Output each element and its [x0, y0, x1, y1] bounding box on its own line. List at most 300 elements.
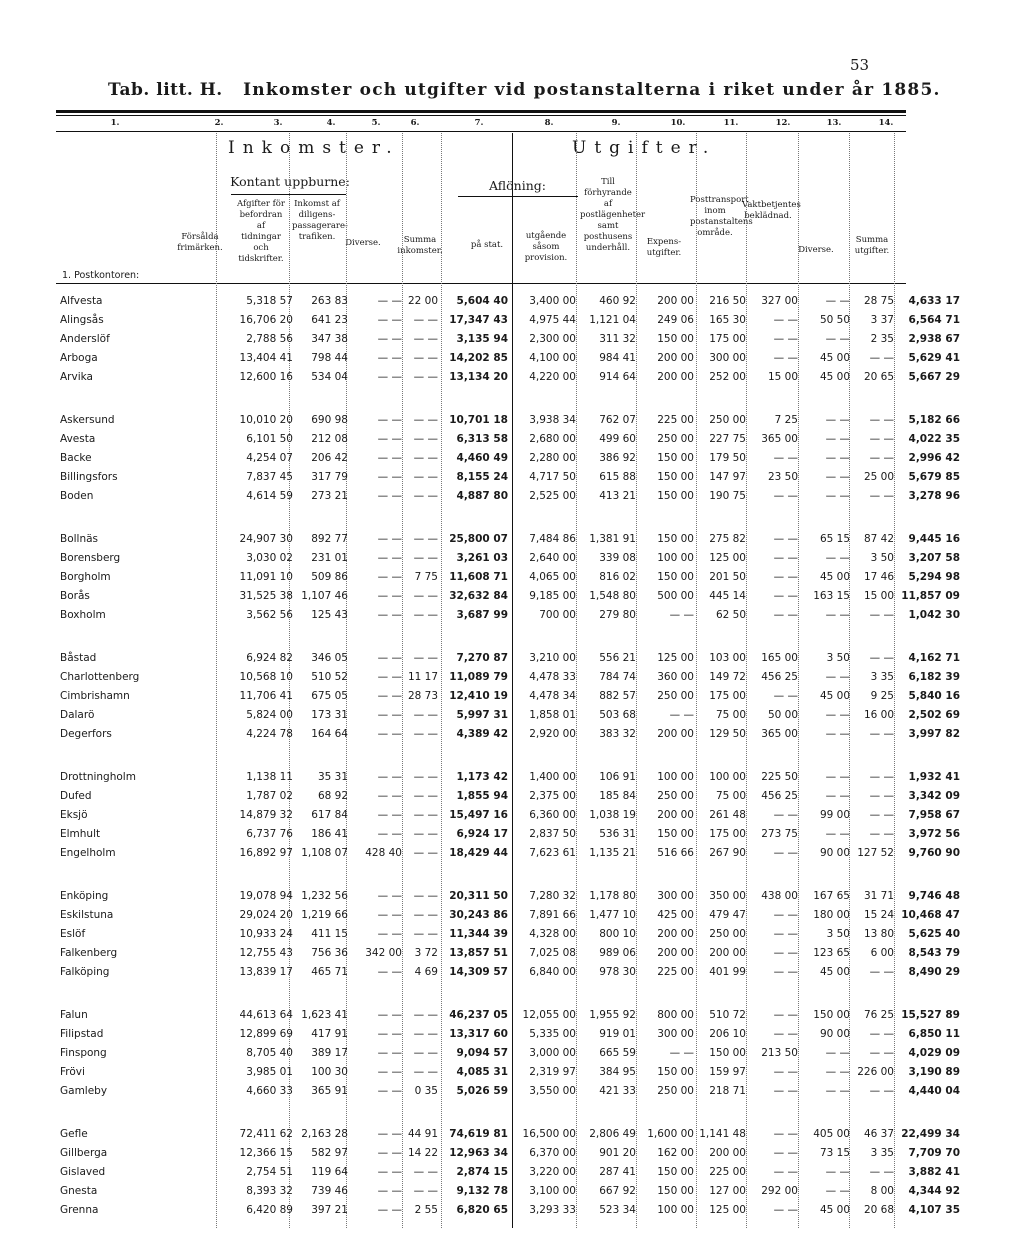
cell-col-4: — —: [377, 709, 402, 721]
cell-col-10: 201 50: [709, 571, 746, 583]
cell-col-13: 226 00: [857, 1066, 894, 1078]
cell-col-7: 7,280 32: [529, 890, 576, 902]
cell-col-10: 510 72: [709, 1009, 746, 1021]
cell-col-8: 919 01: [599, 1028, 636, 1040]
cell-col-10: 200 00: [709, 1147, 746, 1159]
cell-col-4: — —: [377, 590, 402, 602]
cell-col-2: 12,366 15: [239, 1147, 293, 1159]
cell-col-8: 536 31: [599, 828, 636, 840]
cell-col-12: 167 65: [813, 890, 850, 902]
cell-col-13: 20 68: [863, 1204, 894, 1216]
cell-col-4: — —: [377, 690, 402, 702]
table-row: [56, 1163, 960, 1182]
cell-col-6: 3,261 03: [456, 552, 508, 564]
cell-col-2: 12,755 43: [239, 947, 293, 959]
cell-col-4: — —: [377, 1047, 402, 1059]
table-row: [56, 768, 960, 787]
column-number: 2.: [214, 118, 224, 128]
cell-col-2: 31,525 38: [239, 590, 293, 602]
cell-col-7: 9,185 00: [529, 590, 576, 602]
cell-col-11: — —: [773, 1166, 798, 1178]
cell-col-6: 6,820 65: [456, 1204, 508, 1216]
column-number: 10.: [670, 118, 686, 128]
cell-col-12: — —: [825, 609, 850, 621]
cell-col-5: 3 72: [414, 947, 438, 959]
station-name: Bollnäs: [60, 533, 99, 545]
cell-col-10: 445 14: [709, 590, 746, 602]
station-name: Charlottenberg: [60, 671, 140, 683]
cell-col-6: 2,874 15: [456, 1166, 508, 1178]
table-row: [56, 1082, 960, 1101]
cell-col-10: 401 99: [709, 966, 746, 978]
cell-col-7: 2,375 00: [529, 790, 576, 802]
cell-col-9: 150 00: [657, 1185, 694, 1197]
cell-col-12: 99 00: [819, 809, 850, 821]
cell-col-10: 267 90: [709, 847, 746, 859]
cell-col-2: 19,078 94: [239, 890, 293, 902]
cell-col-8: 800 10: [599, 928, 636, 940]
cell-col-10: 206 10: [709, 1028, 746, 1040]
station-name: Grenna: [60, 1204, 99, 1216]
cell-col-7: 2,525 00: [529, 490, 576, 502]
cell-col-6: 4,389 42: [456, 728, 508, 740]
cell-col-2: 3,985 01: [246, 1066, 293, 1078]
cell-col-11: — —: [773, 966, 798, 978]
cell-col-5: 11 17: [407, 671, 438, 683]
cell-col-7: 3,000 00: [529, 1047, 576, 1059]
cell-col-9: 200 00: [657, 371, 694, 383]
cell-col-8: 1,038 19: [589, 809, 636, 821]
table-row: [56, 568, 960, 587]
station-name: Degerfors: [60, 728, 112, 740]
cell-col-9: 250 00: [657, 433, 694, 445]
cell-col-2: 11,091 10: [239, 571, 293, 583]
cell-col-8: 784 74: [599, 671, 636, 683]
cell-col-3: 119 64: [311, 1166, 348, 1178]
cell-col-3: 798 44: [311, 352, 348, 364]
cell-col-4: — —: [377, 1009, 402, 1021]
cell-col-11: — —: [773, 1204, 798, 1216]
header-col-14: Summa utgifter.: [854, 235, 890, 256]
cell-col-11: — —: [773, 1085, 798, 1097]
cell-col-2: 7,837 45: [246, 471, 293, 483]
cell-col-7: 4,717 50: [529, 471, 576, 483]
cell-col-5: — —: [413, 471, 438, 483]
cell-col-8: 339 08: [599, 552, 636, 564]
cell-col-3: 263 83: [311, 295, 348, 307]
cell-col-6: 9,132 78: [456, 1185, 508, 1197]
cell-col-14: 5,625 40: [908, 928, 960, 940]
cell-col-5: 28 73: [407, 690, 438, 702]
cell-col-4: — —: [377, 1147, 402, 1159]
cell-col-8: 287 41: [599, 1166, 636, 1178]
header-col-5: Diverse.: [345, 238, 381, 248]
cell-col-9: 800 00: [657, 1009, 694, 1021]
station-name: Frövi: [60, 1066, 85, 1078]
header-col-2: Försålda frimärken.: [177, 232, 223, 253]
table-row: [56, 1063, 960, 1082]
cell-col-12: 90 00: [819, 1028, 850, 1040]
cell-col-6: 8,155 24: [456, 471, 508, 483]
cell-col-2: 13,839 17: [239, 966, 293, 978]
cell-col-11: — —: [773, 533, 798, 545]
header-col-9: Till förhyrande af postlägenheter samt posthusens underhåll.: [580, 177, 646, 253]
cell-col-14: 4,162 71: [908, 652, 960, 664]
cell-col-8: 556 21: [599, 652, 636, 664]
cell-col-4: — —: [377, 771, 402, 783]
table-row: [56, 944, 960, 963]
cell-col-10: 227 75: [709, 433, 746, 445]
cell-col-13: — —: [869, 352, 894, 364]
table-row: [56, 587, 960, 606]
cell-col-13: 3 50: [870, 552, 894, 564]
table-row: [56, 430, 960, 449]
cell-col-14: 15,527 89: [901, 1009, 960, 1021]
cell-col-5: — —: [413, 452, 438, 464]
cell-col-2: 3,030 02: [246, 552, 293, 564]
cell-col-4: — —: [377, 571, 402, 583]
cell-col-5: — —: [413, 371, 438, 383]
cell-col-12: 45 00: [819, 352, 850, 364]
cell-col-13: — —: [869, 1028, 894, 1040]
cell-col-13: 3 37: [870, 314, 894, 326]
cell-col-8: 2,806 49: [589, 1128, 636, 1140]
station-name: Billingsfors: [60, 471, 118, 483]
column-number: 11.: [723, 118, 739, 128]
station-name: Eskilstuna: [60, 909, 114, 921]
cell-col-12: 45 00: [819, 690, 850, 702]
cell-col-8: 279 80: [599, 609, 636, 621]
cell-col-6: 11,089 79: [449, 671, 508, 683]
cell-col-2: 29,024 20: [239, 909, 293, 921]
cell-col-14: 4,633 17: [908, 295, 960, 307]
cell-col-5: — —: [413, 609, 438, 621]
cell-col-11: — —: [773, 590, 798, 602]
cell-col-10: 62 50: [715, 609, 746, 621]
cell-col-12: 45 00: [819, 571, 850, 583]
cell-col-14: 3,190 89: [908, 1066, 960, 1078]
cell-col-14: 5,294 98: [908, 571, 960, 583]
cell-col-10: 225 00: [709, 1166, 746, 1178]
cell-col-4: — —: [377, 533, 402, 545]
cell-col-11: — —: [773, 571, 798, 583]
cell-col-10: 250 00: [709, 928, 746, 940]
cell-col-2: 13,404 41: [239, 352, 293, 364]
cell-col-2: 2,788 56: [246, 333, 293, 345]
cell-col-6: 4,085 31: [456, 1066, 508, 1078]
cell-col-11: 456 25: [761, 790, 798, 802]
cell-col-6: 18,429 44: [449, 847, 508, 859]
table-row: [56, 925, 960, 944]
cell-col-12: — —: [825, 1066, 850, 1078]
cell-col-9: 100 00: [657, 771, 694, 783]
cell-col-5: — —: [413, 1028, 438, 1040]
cell-col-4: — —: [377, 609, 402, 621]
cell-col-10: 100 00: [709, 771, 746, 783]
cell-col-12: — —: [825, 790, 850, 802]
cell-col-7: 4,328 00: [529, 928, 576, 940]
header-col-11: Posttransport inom postanstaltens område.: [690, 195, 753, 238]
cell-col-14: 4,344 92: [908, 1185, 960, 1197]
cell-col-6: 12,410 19: [449, 690, 508, 702]
station-name: Enköping: [60, 890, 109, 902]
cell-col-2: 5,318 57: [246, 295, 293, 307]
cell-col-3: 1,107 46: [301, 590, 348, 602]
cell-col-6: 5,604 40: [456, 295, 508, 307]
station-name: Gislaved: [60, 1166, 106, 1178]
cell-col-2: 1,138 11: [246, 771, 293, 783]
cell-col-7: 3,550 00: [529, 1085, 576, 1097]
cell-col-13: 8 00: [870, 1185, 894, 1197]
cell-col-7: 3,400 00: [529, 295, 576, 307]
cell-col-4: — —: [377, 314, 402, 326]
cell-col-6: 1,855 94: [456, 790, 508, 802]
cell-col-5: — —: [413, 314, 438, 326]
cell-col-8: 984 41: [599, 352, 636, 364]
cell-col-14: 3,997 82: [908, 728, 960, 740]
cell-col-13: 17 46: [863, 571, 894, 583]
cell-col-7: 1,858 01: [529, 709, 576, 721]
cell-col-12: 50 50: [819, 314, 850, 326]
cell-col-11: — —: [773, 490, 798, 502]
cell-col-3: 1,219 66: [301, 909, 348, 921]
table-row: [56, 411, 960, 430]
cell-col-9: 162 00: [657, 1147, 694, 1159]
cell-col-9: 200 00: [657, 728, 694, 740]
cell-col-6: 6,924 17: [456, 828, 508, 840]
cell-col-12: 90 00: [819, 847, 850, 859]
cell-col-6: 74,619 81: [449, 1128, 508, 1140]
cell-col-11: 273 75: [761, 828, 798, 840]
cell-col-5: 44 91: [407, 1128, 438, 1140]
cell-col-14: 3,207 58: [908, 552, 960, 564]
table-row: [56, 1201, 960, 1220]
cell-col-12: 73 15: [819, 1147, 850, 1159]
cell-col-7: 2,680 00: [529, 433, 576, 445]
cell-col-9: 150 00: [657, 1066, 694, 1078]
cell-col-12: 150 00: [813, 1009, 850, 1021]
cell-col-5: — —: [413, 890, 438, 902]
cell-col-13: 2 35: [870, 333, 894, 345]
cell-col-6: 5,997 31: [456, 709, 508, 721]
cell-col-2: 2,754 51: [246, 1166, 293, 1178]
cell-col-12: — —: [825, 709, 850, 721]
cell-col-2: 10,933 24: [239, 928, 293, 940]
cell-col-13: 25 00: [863, 471, 894, 483]
cell-col-14: 4,029 09: [908, 1047, 960, 1059]
header-col-13: Diverse.: [798, 245, 834, 255]
cell-col-14: 4,022 35: [908, 433, 960, 445]
cell-col-2: 4,660 33: [246, 1085, 293, 1097]
station-name: Elmhult: [60, 828, 101, 840]
cell-col-11: — —: [773, 452, 798, 464]
cell-col-11: — —: [773, 1028, 798, 1040]
cell-col-11: 456 25: [761, 671, 798, 683]
cell-col-3: 231 01: [311, 552, 348, 564]
cell-col-7: 3,938 34: [529, 414, 576, 426]
cell-col-2: 24,907 30: [239, 533, 293, 545]
cell-col-7: 7,891 66: [529, 909, 576, 921]
table-row: [56, 1125, 960, 1144]
cell-col-9: 150 00: [657, 1166, 694, 1178]
cell-col-11: 23 50: [767, 471, 798, 483]
column-number: 5.: [371, 118, 381, 128]
cell-col-11: — —: [773, 909, 798, 921]
cell-col-3: 347 38: [311, 333, 348, 345]
cell-col-8: 413 21: [599, 490, 636, 502]
cell-col-5: — —: [413, 909, 438, 921]
cell-col-12: 45 00: [819, 1204, 850, 1216]
station-name: Eksjö: [60, 809, 88, 821]
cell-col-4: — —: [377, 414, 402, 426]
cell-col-9: 300 00: [657, 1028, 694, 1040]
cell-col-3: 1,232 56: [301, 890, 348, 902]
cell-col-12: — —: [825, 1085, 850, 1097]
cell-col-13: 127 52: [857, 847, 894, 859]
cell-col-13: — —: [869, 414, 894, 426]
cell-col-13: — —: [869, 790, 894, 802]
cell-col-9: 516 66: [657, 847, 694, 859]
cell-col-5: — —: [413, 790, 438, 802]
cell-col-14: 4,440 04: [908, 1085, 960, 1097]
station-name: Dufed: [60, 790, 92, 802]
cell-col-10: 149 72: [709, 671, 746, 683]
cell-col-3: 739 46: [311, 1185, 348, 1197]
cell-col-7: 6,360 00: [529, 809, 576, 821]
cell-col-14: 5,667 29: [908, 371, 960, 383]
cell-col-6: 30,243 86: [449, 909, 508, 921]
cell-col-5: — —: [413, 1166, 438, 1178]
cell-col-12: — —: [825, 452, 850, 464]
cell-col-9: 150 00: [657, 828, 694, 840]
cell-col-5: — —: [413, 1047, 438, 1059]
station-name: Filipstad: [60, 1028, 104, 1040]
cell-col-6: 10,701 18: [449, 414, 508, 426]
cell-col-12: — —: [825, 771, 850, 783]
cell-col-10: 479 47: [709, 909, 746, 921]
cell-col-5: 2 55: [414, 1204, 438, 1216]
cell-col-3: 389 17: [311, 1047, 348, 1059]
header-aflonig-group: Aflöning:: [489, 178, 546, 193]
station-name: Falun: [60, 1009, 88, 1021]
cell-col-9: 425 00: [657, 909, 694, 921]
cell-col-2: 14,879 32: [239, 809, 293, 821]
cell-col-2: 10,010 20: [239, 414, 293, 426]
cell-col-6: 13,317 60: [449, 1028, 508, 1040]
cell-col-5: — —: [413, 1185, 438, 1197]
cell-col-2: 1,787 02: [246, 790, 293, 802]
cell-col-7: 3,100 00: [529, 1185, 576, 1197]
cell-col-13: 16 00: [863, 709, 894, 721]
table-row: [56, 449, 960, 468]
station-name: Båstad: [60, 652, 97, 664]
station-name: Engelholm: [60, 847, 116, 859]
cell-col-4: — —: [377, 552, 402, 564]
cell-col-13: — —: [869, 433, 894, 445]
table-row: [56, 649, 960, 668]
cell-col-13: 9 25: [870, 690, 894, 702]
cell-col-3: 317 79: [311, 471, 348, 483]
cell-col-3: 417 91: [311, 1028, 348, 1040]
cell-col-6: 32,632 84: [449, 590, 508, 602]
cell-col-14: 3,342 09: [908, 790, 960, 802]
cell-col-7: 700 00: [539, 609, 576, 621]
cell-col-11: 292 00: [761, 1185, 798, 1197]
cell-col-8: 421 33: [599, 1085, 636, 1097]
cell-col-14: 2,938 67: [908, 333, 960, 345]
cell-col-9: 249 06: [657, 314, 694, 326]
cell-col-11: — —: [773, 928, 798, 940]
cell-col-2: 12,899 69: [239, 1028, 293, 1040]
cell-col-8: 1,135 21: [589, 847, 636, 859]
station-name: Anderslöf: [60, 333, 110, 345]
cell-col-12: — —: [825, 1047, 850, 1059]
cell-col-13: 31 71: [863, 890, 894, 902]
cell-col-12: — —: [825, 828, 850, 840]
cell-col-10: 216 50: [709, 295, 746, 307]
cell-col-4: — —: [377, 295, 402, 307]
cell-col-10: 261 48: [709, 809, 746, 821]
cell-col-14: 7,958 67: [908, 809, 960, 821]
cell-col-10: 300 00: [709, 352, 746, 364]
station-name: Boxholm: [60, 609, 106, 621]
cell-col-6: 20,311 50: [449, 890, 508, 902]
table-row: [56, 1182, 960, 1201]
cell-col-12: — —: [825, 1185, 850, 1197]
cell-col-8: 386 92: [599, 452, 636, 464]
cell-col-2: 8,393 32: [246, 1185, 293, 1197]
cell-col-12: 45 00: [819, 966, 850, 978]
header-expense-group: Utgifter.: [572, 138, 717, 158]
cell-col-6: 14,309 57: [449, 966, 508, 978]
cell-col-14: 8,543 79: [908, 947, 960, 959]
cell-col-6: 46,237 05: [449, 1009, 508, 1021]
cell-col-5: — —: [413, 333, 438, 345]
cell-col-2: 4,224 78: [246, 728, 293, 740]
cell-col-4: — —: [377, 471, 402, 483]
cell-col-11: — —: [773, 847, 798, 859]
cell-col-8: 383 32: [599, 728, 636, 740]
cell-col-10: 175 00: [709, 333, 746, 345]
cell-col-4: — —: [377, 728, 402, 740]
cell-col-11: 365 00: [761, 728, 798, 740]
station-name: Arvika: [60, 371, 93, 383]
cell-col-5: — —: [413, 771, 438, 783]
cell-col-5: — —: [413, 533, 438, 545]
table-row: [56, 468, 960, 487]
cell-col-8: 185 84: [599, 790, 636, 802]
cell-col-3: 273 21: [311, 490, 348, 502]
station-name: Askersund: [60, 414, 115, 426]
cell-col-12: — —: [825, 671, 850, 683]
cell-col-10: 127 00: [709, 1185, 746, 1197]
cell-col-13: — —: [869, 490, 894, 502]
column-number: 1.: [110, 118, 120, 128]
cell-col-10: 350 00: [709, 890, 746, 902]
cell-col-14: 22,499 34: [901, 1128, 960, 1140]
cell-col-7: 7,025 08: [529, 947, 576, 959]
cell-col-3: 397 21: [311, 1204, 348, 1216]
header-income-group: Inkomster.: [228, 138, 400, 158]
cell-col-7: 2,640 00: [529, 552, 576, 564]
station-name: Borås: [60, 590, 90, 602]
page-number: 53: [850, 56, 870, 74]
cell-col-9: 250 00: [657, 690, 694, 702]
cell-col-13: — —: [869, 966, 894, 978]
cell-col-4: — —: [377, 809, 402, 821]
cell-col-4: — —: [377, 371, 402, 383]
cell-col-2: 11,706 41: [239, 690, 293, 702]
